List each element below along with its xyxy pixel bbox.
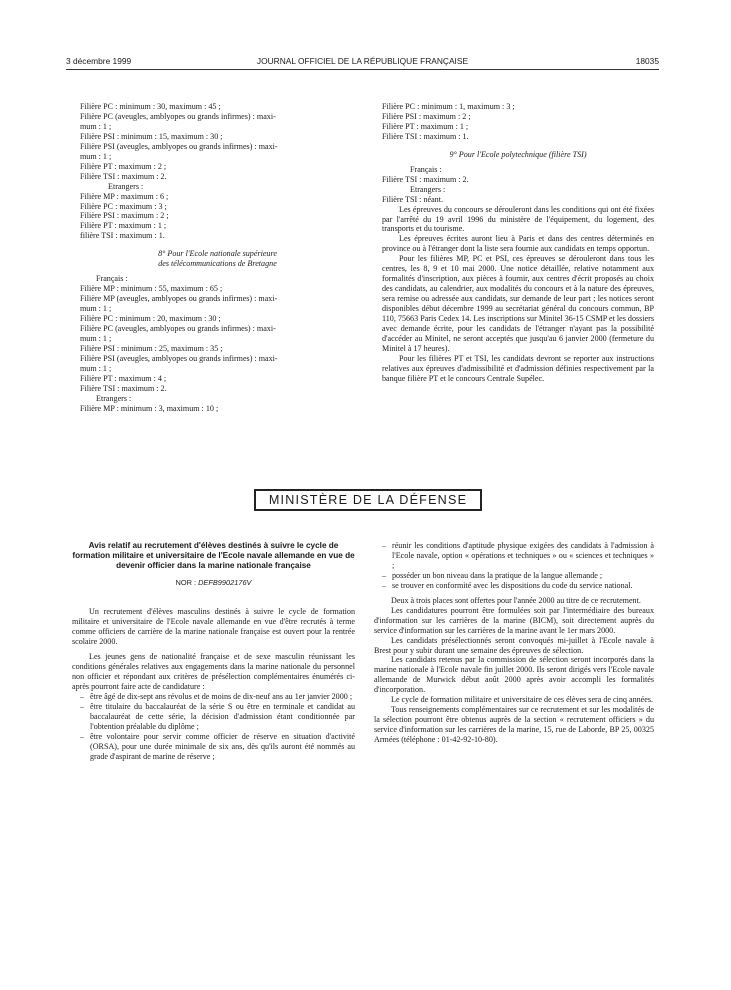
- section-title: 9° Pour l'Ecole polytechnique (filière TSI): [449, 149, 587, 159]
- top-right-column: [382, 102, 654, 384]
- list-item: Filière PC : maximum : 3 ;: [80, 201, 167, 211]
- list-item: mum : 1 ;: [80, 304, 112, 314]
- list-item: Filière MP (aveugles, amblyopes ou grands infirmes) : maxi-: [80, 294, 278, 304]
- list-item: – être âgé de dix-sept ans révolus et de moins de dix-neuf ans au 1er janvier 2000 ;: [80, 691, 353, 701]
- paragraph: Le cycle de formation militaire et universitaire de ces élèves sera de cinq années.: [391, 695, 654, 705]
- subheading: Etrangers :: [410, 184, 446, 194]
- page-header: [66, 55, 659, 67]
- section-title: 8° Pour l'Ecole nationale supérieure: [158, 249, 277, 259]
- list-item: Filière PSI (aveugles, amblyopes ou grands infirmes) : maxi-: [80, 141, 278, 151]
- ministry-title: MINISTÈRE DE LA DÉFENSE: [268, 493, 468, 507]
- header-journal-title: JOURNAL OFFICIEL DE LA RÉPUBLIQUE FRANÇAISE: [256, 56, 469, 66]
- list-item: Filière TSI : maximum : 2.: [80, 171, 167, 181]
- list-item: Filière PSI (aveugles, amblyopes ou grands infirmes) : maxi-: [80, 353, 278, 363]
- paragraph: Un recrutement d'élèves masculins destinés à suivre le cycle de formation militaire et universitaire de l'Ecole navale allemande en vue d'être recrutés à terme comme officiers de carrière de la marine nationale française est ouvert pour la rentrée scolaire 2000.: [72, 607, 355, 647]
- avis-right-column: [374, 541, 654, 745]
- list-item: mum : 1 ;: [80, 121, 112, 131]
- paragraph: Les jeunes gens de nationalité française et de sexe masculin réunissant les conditions générales relatives aux engagements dans la marine nationale du personnel non officier et répondant aux critères de présélection complémentaires énumérés ci-après pourront faire acte de candidature :: [72, 652, 355, 692]
- list-item: Filière TSI : maximum : 2.: [80, 383, 167, 393]
- list-item: mum : 1 ;: [80, 151, 112, 161]
- paragraph: Tous renseignements complémentaires sur ce recrutement et sur les modalités de la sélection pourront être obtenus auprès de la section « recrutement officiers » du service d'information sur les carrières de la marine, 15, rue de Laborde, BP 25, 00325 Armées (téléphone : 01-42-92-10-80).: [374, 705, 654, 745]
- list-item: Filière PT : maximum : 4 ;: [80, 373, 167, 383]
- subheading: Etrangers :: [96, 393, 132, 403]
- avis-left-column: [72, 541, 355, 762]
- list-item: – être titulaire du baccalauréat de la série S ou être en terminale et candidat au baccalauréat de cette série, la décision d'admission étant conditionnée par l'obtention préalable du diplôme ;: [80, 701, 355, 731]
- list-item: Filière PT : maximum : 1 ;: [382, 121, 469, 131]
- paragraph: Pour les filières MP, PC et PSI, ces épreuves se dérouleront dans tous les centres, les 8, 9 et 10 mai 2000. Une notice détaillée, relative notamment aux formalités d'inscription, aux pièces à fournir, aux centres d'écrit proposés au choix des candidats, au calendrier, aux modalités du concours et à la nature des épreuves, sera remise ou adressée aux candidats, sur demande de leur part ; les notices seront disponibles début décembre 1999 au secrétariat général du concours commun, BP 110, 75663 Paris Cedex 14. Les inscriptions sur Minitel 36-15 CSMP et les dossiers avec demande écrite, pour les candidats de l'étranger n'ayant pas la possibilité d'accéder au Minitel, ne seront acceptés que jusqu'au 6 janvier 2000 (fermeture du Minitel à 17 heures).: [382, 254, 654, 353]
- list-item: Filière PSI : minimum : 25, maximum : 35 ;: [80, 343, 223, 353]
- header-date: 3 décembre 1999: [66, 56, 132, 66]
- list-item: Filière MP : minimum : 3, maximum : 10 ;: [80, 403, 219, 413]
- paragraph: Les épreuves écrites auront lieu à Paris et dans des centres déterminés en province ou à l'étranger dont la liste sera fournie aux candidats en temps opportun.: [382, 234, 654, 254]
- list-item: Filière PSI : minimum : 15, maximum : 30 ;: [80, 131, 223, 141]
- list-item: Filière MP : maximum : 6 ;: [80, 191, 169, 201]
- subheading: Etrangers :: [108, 181, 144, 191]
- list-item: – posséder un bon niveau dans la pratique de la langue allemande ;: [382, 570, 603, 580]
- list-item: Filière PC (aveugles, amblyopes ou grands infirmes) : maxi-: [80, 111, 276, 121]
- subheading: Français :: [96, 274, 128, 284]
- list-item: Filière TSI : maximum : 1.: [382, 131, 469, 141]
- list-item: mum : 1 ;: [80, 363, 112, 373]
- paragraph: Pour les filières PT et TSI, les candidats devront se reporter aux instructions relatives aux épreuves d'admissibilité et d'admission définies respectivement par la banque filière PT et le concours Centrale Supélec.: [382, 353, 654, 383]
- list-item: – se trouver en conformité avec les dispositions du code du service national.: [382, 580, 633, 590]
- section-title: des télécommunications de Bretagne: [158, 259, 277, 269]
- paragraph: Les candidats retenus par la commission de sélection seront incorporés dans la marine nationale à l'Ecole navale fin juillet 2000. Ils seront dirigés vers l'Ecole navale allemande de Murwick début août 2000 après avoir accompli les formalités d'incorporation.: [374, 655, 654, 695]
- list-item: Filière TSI : néant.: [382, 194, 443, 204]
- list-item: Filière MP : minimum : 55, maximum : 65 ;: [80, 284, 223, 294]
- list-item: Filière PC (aveugles, amblyopes ou grands infirmes) : maxi-: [80, 324, 276, 334]
- nor-reference: [72, 578, 355, 588]
- avis-title: Avis relatif au recrutement d'élèves destinés à suivre le cycle de formation militaire et universitaire de l'Ecole navale allemande en vue de devenir officier dans la marine nationale française: [72, 541, 355, 570]
- top-left-column: [80, 102, 355, 414]
- list-item: Filière PC : minimum : 1, maximum : 3 ;: [382, 102, 515, 111]
- paragraph: Deux à trois places sont offertes pour l'année 2000 au titre de ce recrutement.: [391, 595, 641, 605]
- list-item: Filière PSI : maximum : 2 ;: [80, 211, 169, 221]
- ministry-banner: [254, 489, 482, 511]
- list-item: – être volontaire pour servir comme officier de réserve en situation d'activité (ORSA), pour une durée minimale de six ans, dès qu'ils auront été nommés au grade d'aspirant de marine de réserve ;: [80, 731, 355, 761]
- list-item: mum : 1 ;: [80, 333, 112, 343]
- list-item: Filière PT : maximum : 1 ;: [80, 221, 167, 231]
- subheading: Français :: [410, 164, 442, 174]
- header-rule: [66, 69, 659, 70]
- list-item: Filière PT : maximum : 2 ;: [80, 161, 167, 171]
- nor-label: NOR :: [175, 578, 197, 588]
- paragraph: Les candidatures pourront être formulées soit par l'intermédiaire des bureaux d'information sur les carrières de la marine (BICM), soit directement auprès du service d'information sur les carrières de la marine avant le 1er mars 2000.: [374, 605, 654, 635]
- paragraph: Les épreuves du concours se dérouleront dans les conditions qui ont été fixées par l'arrêté du 19 avril 1996 du ministère de l'équipement, du logement, des transports et du tourisme.: [382, 204, 654, 234]
- paragraph: Les candidats présélectionnés seront convoqués mi-juillet à l'Ecole navale à Brest pour y subir durant une semaine des épreuves de sélection.: [374, 635, 654, 655]
- nor-code: DEFB9902176V: [198, 578, 252, 588]
- header-page-number: 18035: [635, 56, 659, 66]
- list-item: Filière PC : minimum : 30, maximum : 45 ;: [80, 102, 221, 111]
- list-item: Filière TSI : maximum : 2.: [382, 174, 469, 184]
- list-item: Filière PSI : maximum : 2 ;: [382, 111, 471, 121]
- list-item: – réunir les conditions d'aptitude physique exigées des candidats à l'admission à l'Ecole navale, option « opérations et techniques » ou « sciences et techniques » ;: [382, 541, 654, 570]
- list-item: Filière PC : minimum : 20, maximum : 30 ;: [80, 314, 221, 324]
- list-item: filière TSI : maximum : 1.: [80, 231, 165, 241]
